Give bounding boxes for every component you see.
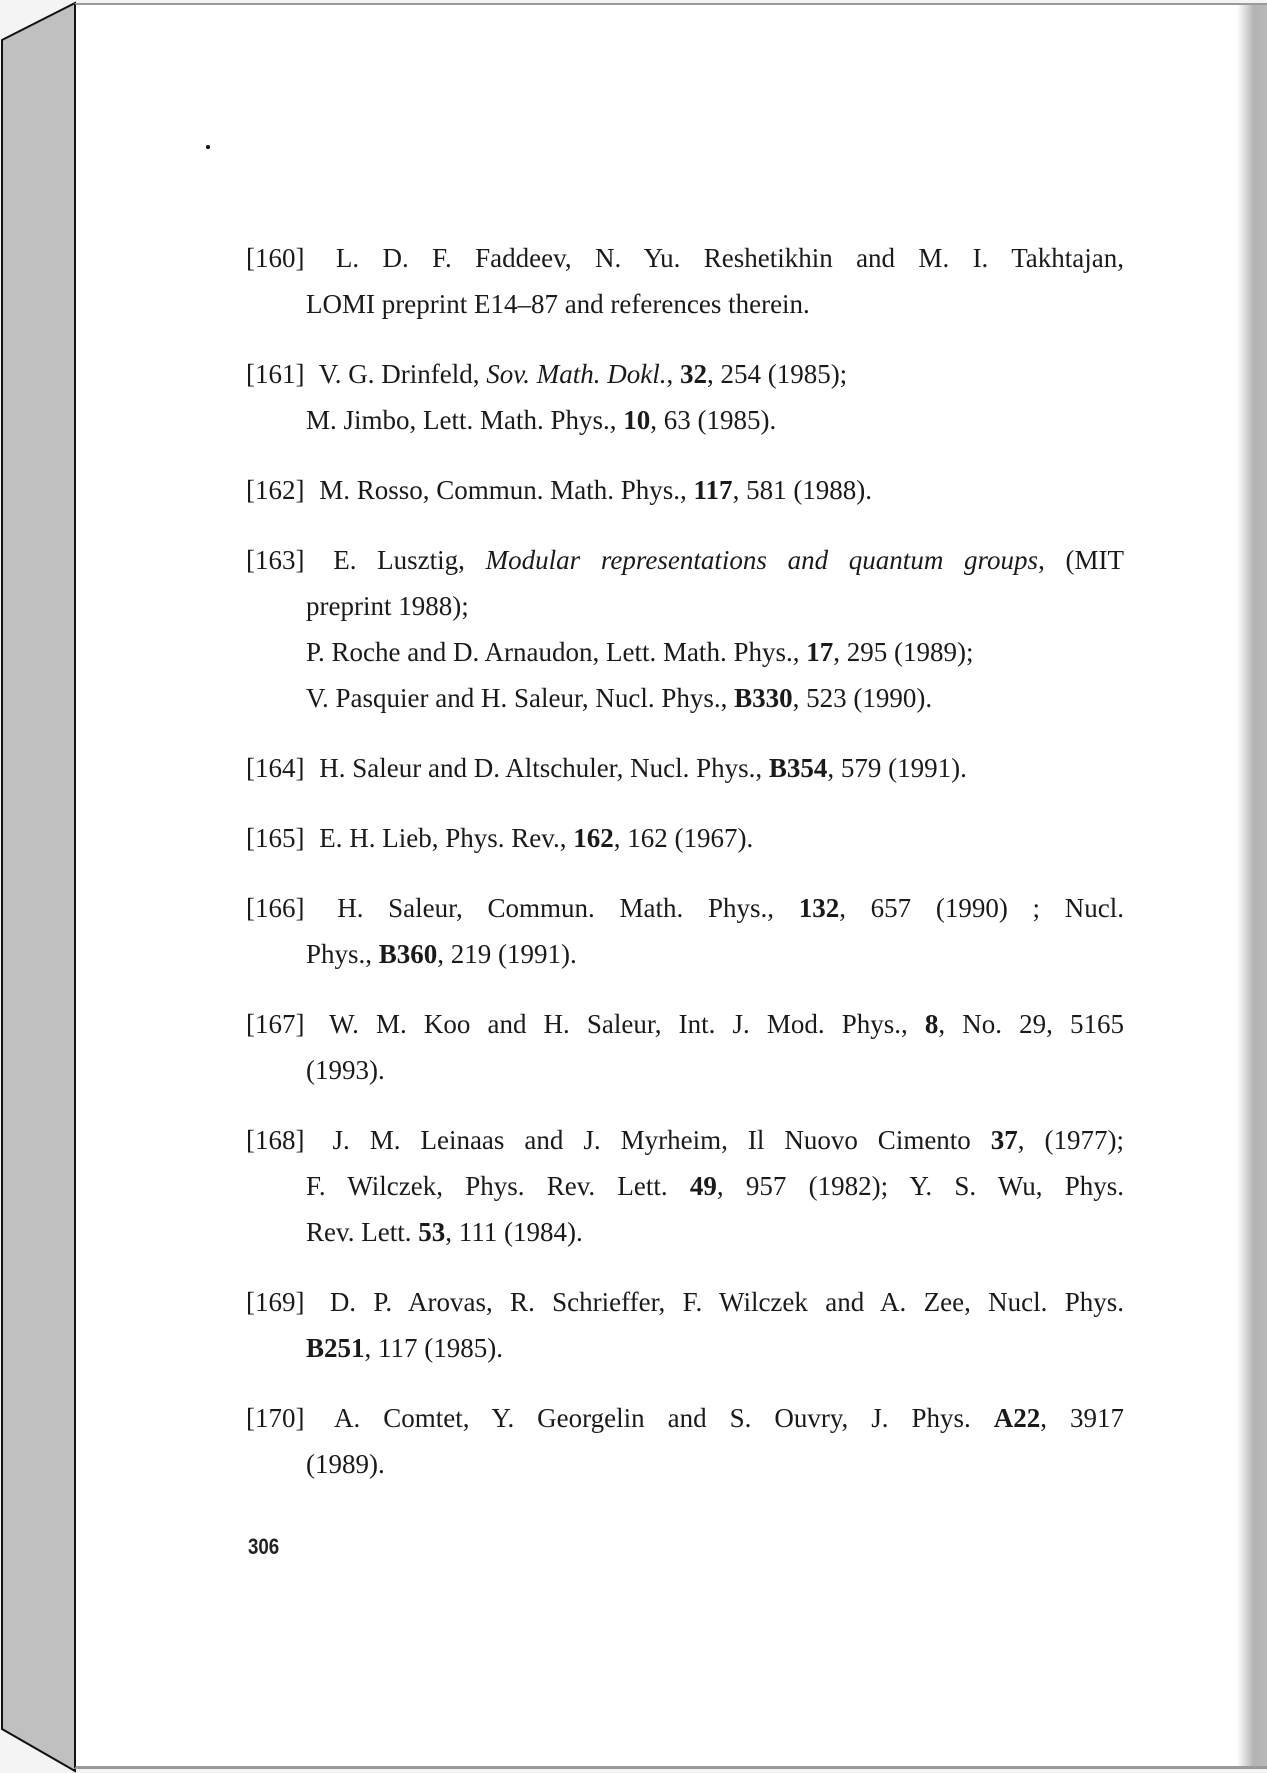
- reference-line: [246, 397, 1124, 443]
- reference-text: F. Wilczek, Phys. Rev. Lett.: [306, 1171, 690, 1201]
- reference-line: [246, 1117, 1124, 1163]
- reference-entry: [246, 351, 1124, 443]
- reference-text: D. P. Arovas, R. Schrieffer, F. Wilczek and A. Zee, Nucl. Phys.: [329, 1287, 1124, 1317]
- reference-text: Phys.,: [306, 939, 379, 969]
- reference-line: [246, 583, 1124, 629]
- reference-text: L. D. F. Faddeev, N. Yu. Reshetikhin and M. I. Takhtajan,: [335, 243, 1124, 273]
- reference-text: , 117 (1985).: [364, 1333, 503, 1363]
- book-spine: [0, 0, 80, 1773]
- reference-text: J. M. Leinaas and J. Myrheim, Il Nuovo Cimento: [332, 1125, 991, 1155]
- reference-line: [246, 885, 1124, 931]
- reference-line: [246, 235, 1124, 281]
- volume-number: B330: [734, 683, 793, 713]
- reference-line: [246, 1047, 1124, 1093]
- reference-entry: [246, 745, 1124, 791]
- reference-entry: [246, 1001, 1124, 1093]
- reference-text: M. Rosso, Commun. Math. Phys.,: [319, 475, 694, 505]
- reference-label: [165]: [246, 823, 305, 853]
- reference-text: H. Saleur, Commun. Math. Phys.,: [337, 893, 799, 923]
- reference-list: [246, 235, 1124, 1511]
- volume-number: 8: [924, 1009, 939, 1039]
- reference-text: , 162 (1967).: [613, 823, 754, 853]
- reference-text: , 111 (1984).: [445, 1217, 583, 1247]
- reference-text: V. G. Drinfeld,: [318, 359, 487, 389]
- reference-text: , (1977);: [1017, 1125, 1124, 1155]
- reference-text: , (MIT: [1038, 545, 1124, 575]
- reference-label: [160]: [246, 243, 305, 273]
- reference-label: [167]: [246, 1009, 305, 1039]
- reference-line: [246, 1163, 1124, 1209]
- reference-text: , 957 (1982); Y. S. Wu, Phys.: [716, 1171, 1124, 1201]
- reference-line: [246, 467, 1124, 513]
- reference-text: , 3917: [1040, 1403, 1124, 1433]
- reference-label: [164]: [246, 753, 305, 783]
- reference-text: , 523 (1990).: [792, 683, 933, 713]
- reference-text: Rev. Lett.: [306, 1217, 419, 1247]
- reference-text: ,: [666, 359, 680, 389]
- reference-text: preprint 1988);: [306, 591, 469, 621]
- volume-number: 162: [573, 823, 614, 853]
- page-edge-shadow: [1237, 5, 1267, 1766]
- reference-line: [246, 281, 1124, 327]
- reference-entry: [246, 885, 1124, 977]
- reference-text: E. Lusztig,: [333, 545, 486, 575]
- volume-number: B251: [306, 1333, 365, 1363]
- reference-text: M. Jimbo, Lett. Math. Phys.,: [306, 405, 624, 435]
- reference-text: , 295 (1989);: [833, 637, 974, 667]
- reference-line: [246, 675, 1124, 721]
- reference-entry: [246, 235, 1124, 327]
- speck-mark: [206, 145, 210, 149]
- reference-text: , 254 (1985);: [706, 359, 848, 389]
- reference-entry: [246, 1395, 1124, 1487]
- title-italic: Sov. Math. Dokl.: [486, 359, 667, 389]
- volume-number: B360: [378, 939, 438, 969]
- volume-number: 117: [693, 475, 733, 505]
- reference-text: , 581 (1988).: [732, 475, 873, 505]
- reference-line: [246, 1325, 1124, 1371]
- reference-entry: [246, 467, 1124, 513]
- reference-text: , No. 29, 5165: [938, 1009, 1124, 1039]
- reference-line: [246, 745, 1124, 791]
- title-italic: Modular representations and quantum groups: [485, 545, 1039, 575]
- reference-text: (1993).: [306, 1055, 385, 1085]
- reference-entry: [246, 815, 1124, 861]
- reference-line: [246, 629, 1124, 675]
- reference-line: [246, 351, 1124, 397]
- reference-label: [161]: [246, 359, 305, 389]
- reference-line: [246, 1441, 1124, 1487]
- reference-text: , 657 (1990) ; Nucl.: [839, 893, 1124, 923]
- reference-entry: [246, 1117, 1124, 1255]
- reference-line: [246, 1279, 1124, 1325]
- reference-line: [246, 815, 1124, 861]
- volume-number: 17: [806, 637, 834, 667]
- reference-text: W. M. Koo and H. Saleur, Int. J. Mod. Phys.,: [329, 1009, 925, 1039]
- reference-label: [163]: [246, 545, 305, 575]
- volume-number: 32: [679, 359, 707, 389]
- reference-line: [246, 537, 1124, 583]
- reference-text: LOMI preprint E14–87 and references therein.: [306, 289, 810, 319]
- reference-entry: [246, 1279, 1124, 1371]
- reference-line: [246, 1395, 1124, 1441]
- reference-text: , 579 (1991).: [827, 753, 967, 783]
- page-number: 306: [248, 1534, 280, 1559]
- reference-line: [246, 931, 1124, 977]
- reference-label: [168]: [246, 1125, 305, 1155]
- reference-text: H. Saleur and D. Altschuler, Nucl. Phys.,: [319, 753, 769, 783]
- reference-text: , 219 (1991).: [437, 939, 577, 969]
- volume-number: 37: [990, 1125, 1018, 1155]
- reference-entry: [246, 537, 1124, 721]
- reference-text: P. Roche and D. Arnaudon, Lett. Math. Phys.,: [306, 637, 807, 667]
- reference-text: A. Comtet, Y. Georgelin and S. Ouvry, J. Phys.: [333, 1403, 994, 1433]
- volume-number: 132: [798, 893, 840, 923]
- reference-text: E. H. Lieb, Phys. Rev.,: [319, 823, 574, 853]
- volume-number: 49: [689, 1171, 717, 1201]
- reference-label: [169]: [246, 1287, 305, 1317]
- reference-text: , 63 (1985).: [650, 405, 777, 435]
- reference-line: [246, 1209, 1124, 1255]
- volume-number: B354: [768, 753, 828, 783]
- reference-line: [246, 1001, 1124, 1047]
- reference-label: [166]: [246, 893, 305, 923]
- reference-label: [162]: [246, 475, 305, 505]
- reference-text: (1989).: [306, 1449, 385, 1479]
- volume-number: 53: [418, 1217, 446, 1247]
- reference-text: V. Pasquier and H. Saleur, Nucl. Phys.,: [306, 683, 735, 713]
- volume-number: 10: [623, 405, 651, 435]
- reference-label: [170]: [246, 1403, 305, 1433]
- volume-number: A22: [993, 1403, 1041, 1433]
